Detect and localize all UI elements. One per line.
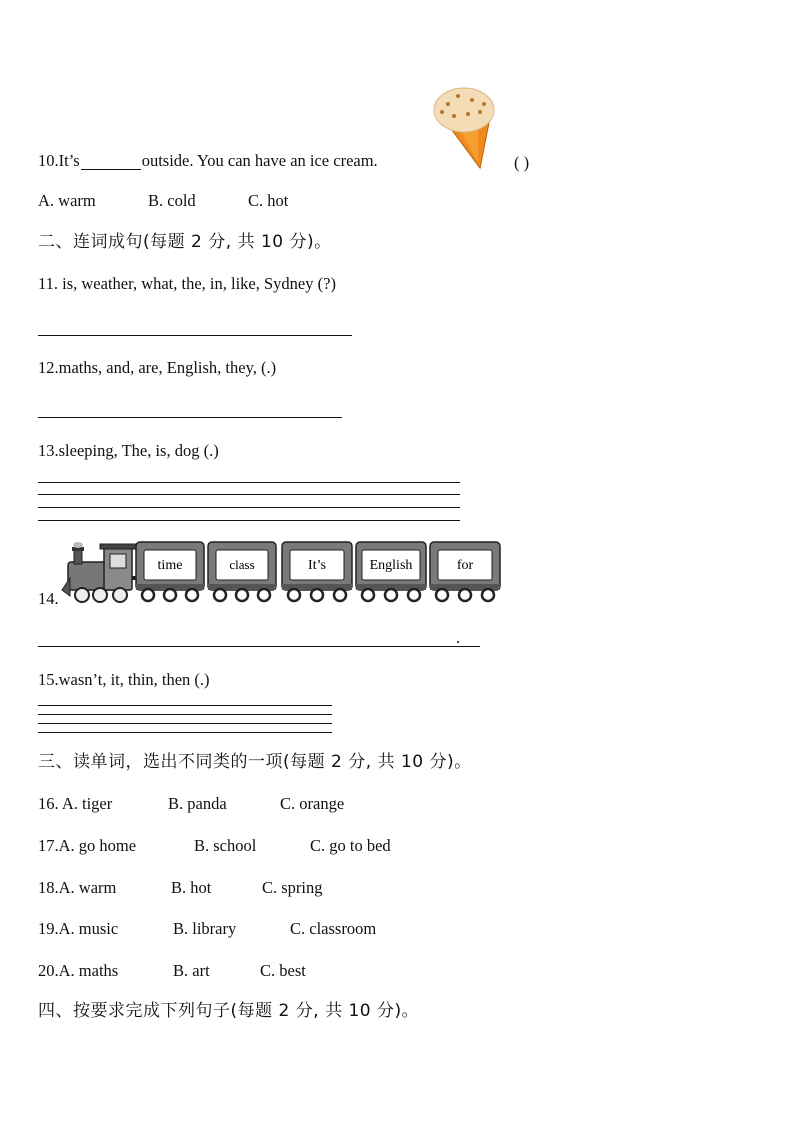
option-b: B. hot <box>171 878 212 897</box>
sentence-period: . <box>456 628 461 647</box>
question-number: 10. <box>38 151 59 170</box>
question-16 <box>38 796 112 813</box>
train-word: It’s <box>308 558 326 573</box>
option-a: A. tiger <box>61 794 113 813</box>
option-b: B. school <box>194 836 257 855</box>
question-15: 15.wasn’t, it, thin, then (.) <box>38 670 210 689</box>
answer-line[interactable] <box>38 335 352 336</box>
question-number: 20. <box>38 961 59 980</box>
train-car <box>282 542 352 601</box>
question-14-number: 14. <box>38 589 59 608</box>
section-heading-4: 四、按要求完成下列句子(每题 2 分, 共 10 分)。 <box>38 1001 420 1021</box>
question-number: 16. <box>38 794 62 813</box>
option-a: A. music <box>58 919 119 938</box>
option-a: A. maths <box>58 961 119 980</box>
answer-blank[interactable] <box>81 155 141 170</box>
train-icon <box>60 540 505 606</box>
question-13: 13.sleeping, The, is, dog (.) <box>38 441 219 460</box>
question-number: 18. <box>38 878 59 897</box>
option-b: B. cold <box>148 191 196 210</box>
option-a: A. warm <box>58 878 117 897</box>
train-word: for <box>456 558 474 573</box>
train-car <box>208 542 276 601</box>
question-12: 12.maths, and, are, English, they, (.) <box>38 358 277 377</box>
writing-line[interactable] <box>38 507 460 508</box>
ice-cream-icon <box>428 82 500 172</box>
writing-line[interactable] <box>38 732 332 733</box>
option-c: C. classroom <box>290 919 377 938</box>
writing-line[interactable] <box>38 723 332 724</box>
answer-parentheses[interactable]: ( ) <box>514 153 530 172</box>
question-18 <box>38 880 116 897</box>
train-car <box>136 542 204 601</box>
answer-line[interactable] <box>38 646 480 647</box>
option-b: B. art <box>173 961 210 980</box>
writing-line[interactable] <box>38 714 332 715</box>
train-car <box>430 542 500 601</box>
answer-line[interactable] <box>38 417 342 418</box>
option-c: C. best <box>260 961 306 980</box>
question-19 <box>38 921 118 938</box>
option-b: B. panda <box>168 794 227 813</box>
question-number: 17. <box>38 836 59 855</box>
option-a: A. go home <box>58 836 137 855</box>
train-word: time <box>157 558 183 573</box>
writing-line[interactable] <box>38 482 460 483</box>
option-c: C. orange <box>280 794 345 813</box>
option-b: B. library <box>173 919 237 938</box>
train-word: class <box>229 557 255 572</box>
train-word: English <box>369 558 413 573</box>
writing-line[interactable] <box>38 520 460 521</box>
train-car <box>356 542 426 601</box>
option-c: C. go to bed <box>310 836 391 855</box>
writing-line[interactable] <box>38 494 460 495</box>
section-heading-2: 二、连词成句(每题 2 分, 共 10 分)。 <box>38 232 332 252</box>
option-c: C. spring <box>262 878 323 897</box>
question-10 <box>38 153 378 170</box>
question-20 <box>38 963 118 980</box>
option-c: C. hot <box>248 191 289 210</box>
question-number: 19. <box>38 919 59 938</box>
question-text: outside. You can have an ice cream. <box>141 151 378 170</box>
question-11: 11. is, weather, what, the, in, like, Sydney (?) <box>38 274 336 293</box>
writing-line[interactable] <box>38 705 332 706</box>
question-17 <box>38 838 136 855</box>
question-text: It’s <box>58 151 80 170</box>
option-a: A. warm <box>38 191 96 210</box>
section-heading-3: 三、读单词，选出不同类的一项(每题 2 分, 共 10 分)。 <box>38 752 472 772</box>
